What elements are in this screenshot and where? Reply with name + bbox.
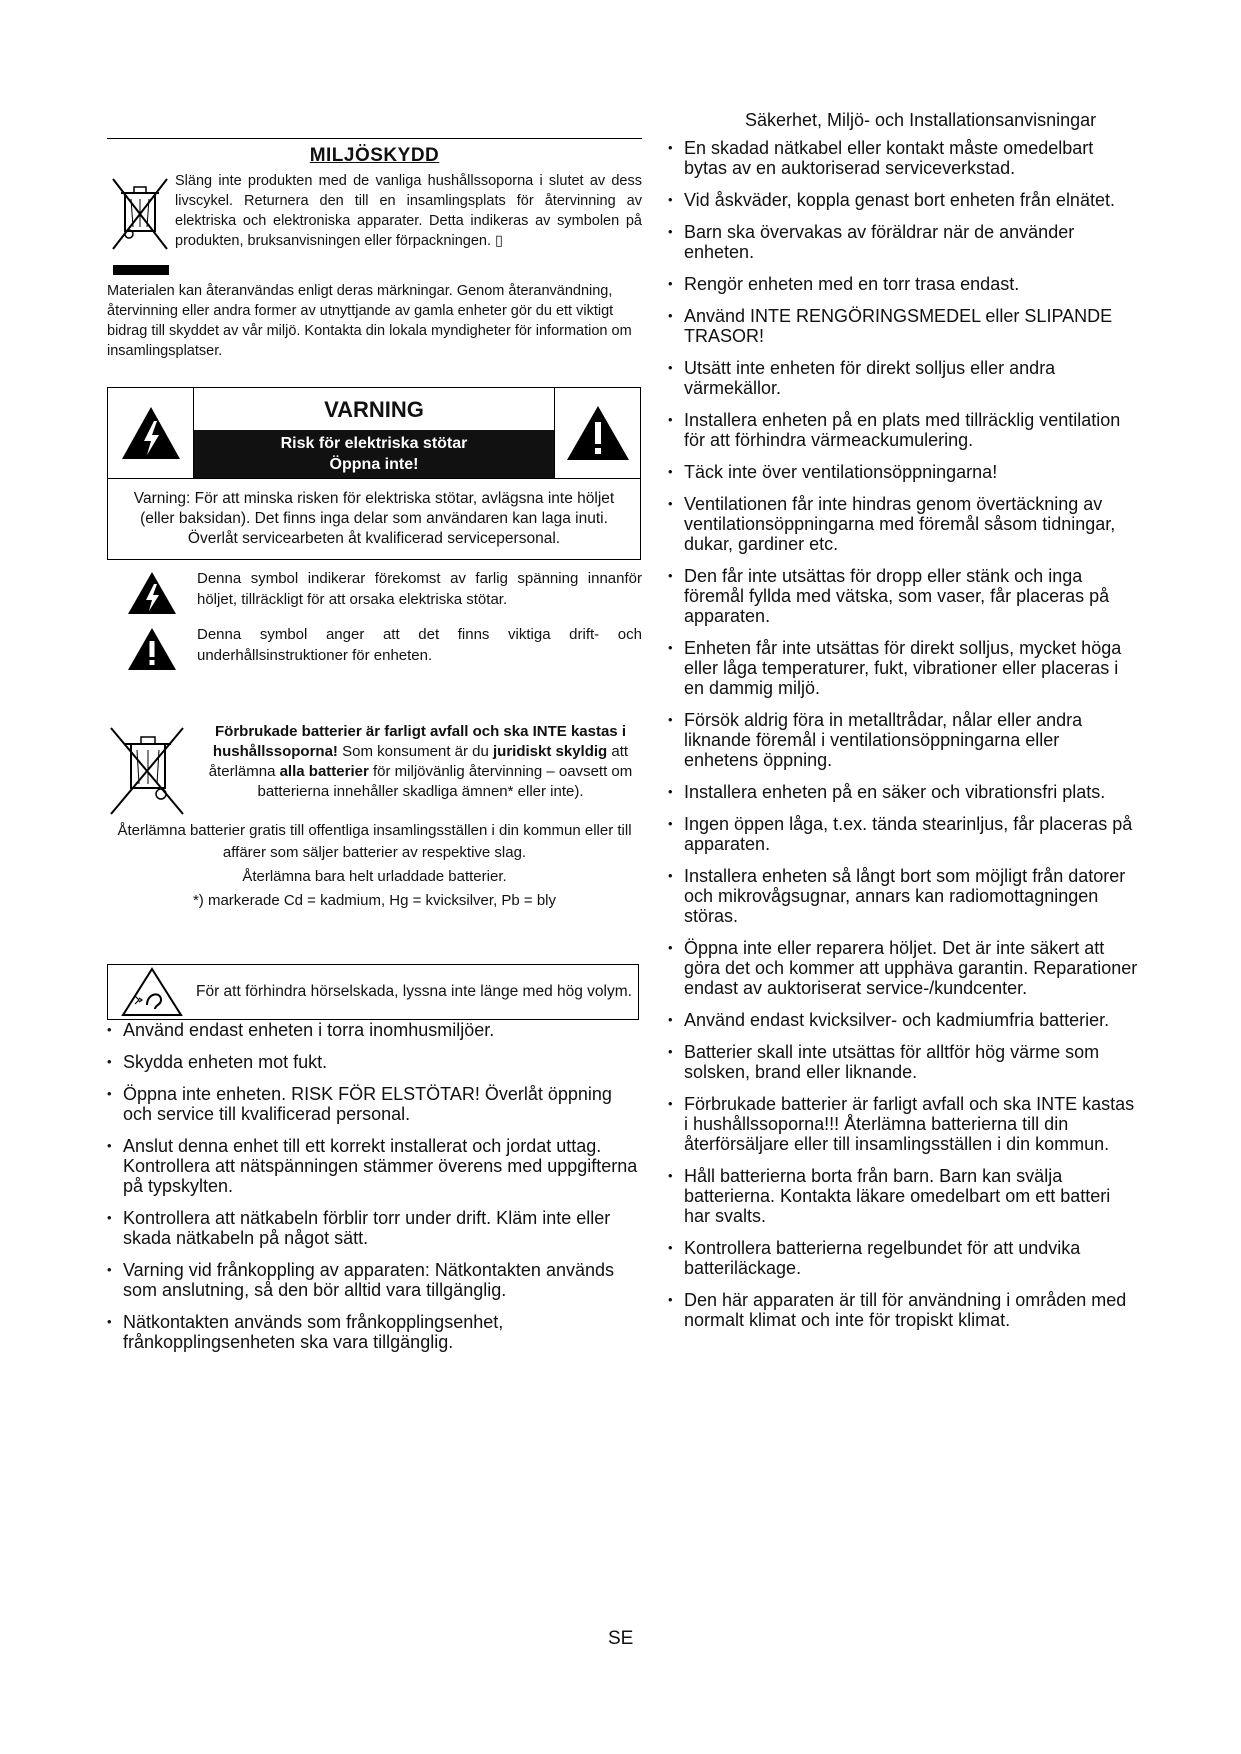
battery-normal-1: Som konsument är du	[337, 743, 494, 760]
battery-text	[199, 722, 642, 820]
list-item: • Anslut denna enhet till ett korrekt installerat och jordat uttag. Kontrollera att nätspänningen stämmer överens med uppgifterna på typskylten.	[107, 1136, 642, 1196]
list-item: • Nätkontakten används som frånkopplingsenhet, frånkopplingsenheten ska vara tillgänglig.	[107, 1312, 642, 1352]
battery-discharged-text: Återlämna bara helt urladdade batterier.	[242, 868, 507, 885]
hearing-warning-text: För att förhindra hörselskada, lyssna inte länge med hög volym.	[196, 983, 632, 1000]
list-item: • Barn ska övervakas av föräldrar när de använder enheten.	[668, 222, 1138, 262]
left-bullet-list	[107, 1020, 642, 1352]
exclamation-warning-icon	[555, 388, 640, 478]
battery-normal-3: för miljövänlig återvinning – oavsett om batterierna innehåller skadliga ämnen* eller inte).	[257, 763, 633, 800]
right-bullet-list	[668, 138, 1138, 1330]
list-item: • Den här apparaten är till för användning i områden med normalt klimat och inte för tropiskt klimat.	[668, 1290, 1138, 1330]
list-item: • En skadad nätkabel eller kontakt måste omedelbart bytas av en auktoriserad serviceverkstad.	[668, 138, 1138, 178]
page-header-title: Säkerhet, Miljö- och Installationsanvisningar	[745, 110, 1097, 130]
list-item: • Ingen öppen låga, t.ex. tända stearinljus, får placeras på apparaten.	[668, 814, 1138, 854]
symbol-row-instructions	[107, 624, 642, 672]
exclamation-triangle-icon	[107, 624, 197, 672]
lightning-triangle-icon	[107, 568, 197, 616]
list-item: • Använd INTE RENGÖRINGSMEDEL eller SLIPANDE TRASOR!	[668, 306, 1138, 346]
list-item: • Enheten får inte utsättas för direkt solljus, mycket höga eller låga temperaturer, fukt, vibrationer eller placeras i en dammig miljö.	[668, 638, 1138, 698]
symbol-voltage-text: Denna symbol indikerar förekomst av farlig spänning innanför höljet, tillräckligt för att orsaka elektriska stötar.	[197, 570, 642, 608]
miljo-text: Släng inte produkten med de vanliga hushållssoporna i slutet av dess livscykel. Returnera den till en insamlingsplats för återvinning av elektriska och elektroniska apparater. Detta indikeras av symbolen på produkten, bruksanvisningen eller förpackningen. ▯	[175, 173, 642, 249]
section-rule	[107, 138, 642, 139]
list-item: • Använd endast enheten i torra inomhusmiljöer.	[107, 1020, 642, 1040]
warning-body: Varning: För att minska risken för elektriska stötar, avlägsna inte höljet (eller baksidan). Det finns inga delar som användaren kan laga inuti. Överlåt servicearbeten åt kvalificerad servicepersonal.	[133, 490, 615, 547]
lightning-warning-icon	[108, 388, 193, 478]
battery-bold-2: juridiskt skyldig	[493, 743, 608, 760]
list-item: • Utsätt inte enheten för direkt solljus eller andra värmekällor.	[668, 358, 1138, 398]
list-item: • Försök aldrig föra in metalltrådar, nålar eller andra liknande föremål i ventilationsöppningarna eller enhetens öppning.	[668, 710, 1138, 770]
warning-header	[108, 388, 640, 479]
symbol-instructions-text: Denna symbol anger att det finns viktiga drift- och underhållsinstruktioner för enheten.	[197, 626, 642, 664]
list-item: • Öppna inte enheten. RISK FÖR ELSTÖTAR! Överlåt öppning och service till kvalificerad personal.	[107, 1084, 642, 1124]
list-item: • Varning vid frånkoppling av apparaten: Nätkontakten används som anslutning, så den bör alltid vara tillgänglig.	[107, 1260, 642, 1300]
list-item: • Täck inte över ventilationsöppningarna!	[668, 462, 1138, 482]
battery-normal-2: att återlämna	[208, 743, 629, 780]
list-item: • Skydda enheten mot fukt.	[107, 1052, 642, 1072]
crossed-battery-bin-icon	[107, 722, 199, 820]
list-item: • Batterier skall inte utsättas för alltför hög värme som solsken, brand eller liknande.	[668, 1042, 1138, 1082]
page-language-code: SE	[608, 1628, 634, 1649]
battery-notice	[107, 722, 642, 820]
right-column	[668, 138, 1138, 1342]
warning-banner	[194, 430, 554, 478]
left-column	[107, 138, 642, 1364]
list-item: • Använd endast kvicksilver- och kadmiumfria batterier.	[668, 1010, 1138, 1030]
warning-box	[107, 387, 641, 560]
list-item: • Installera enheten på en plats med tillräcklig ventilation för att förhindra värmeackumulering.	[668, 410, 1138, 450]
list-item: • Den får inte utsättas för dropp eller stänk och inga föremål fyllda med vätska, som vaser, får placeras på apparaten.	[668, 566, 1138, 626]
hearing-warning-box	[107, 964, 639, 1020]
battery-bold-1: Förbrukade batterier är farligt avfall och ska INTE kastas i hushållssoporna!	[212, 723, 626, 760]
list-item: • Vid åskväder, koppla genast bort enheten från elnätet.	[668, 190, 1138, 210]
warning-title: VARNING	[324, 397, 424, 422]
list-item: • Rengör enheten med en torr trasa endast.	[668, 274, 1138, 294]
list-item: • Installera enheten så långt bort som möjligt från datorer och mikrovågsugnar, annars kan radiomottagningen störas.	[668, 866, 1138, 926]
battery-return-text: Återlämna batterier gratis till offentliga insamlingsställen i din kommun eller till affärer som säljer batterier av respektive slag.	[117, 822, 632, 861]
warning-line2: Öppna inte!	[329, 456, 419, 473]
list-item: • Förbrukade batterier är farligt avfall och ska INTE kastas i hushållssoporna!!! Återlämna batterierna till din återförsäljare eller till insamlingsställen i din kommun.	[668, 1094, 1138, 1154]
warning-center	[193, 388, 555, 478]
hearing-warning-icon	[108, 967, 196, 1017]
miljo-paragraph: Materialen kan återanvändas enligt deras märkningar. Genom återanvändning, återvinning eller andra former av utnyttjande av gamla enheter gör du ett viktigt bidrag till skyddet av vår miljö. Kontakta din lokala myndigheter för information om insamlingsplatser.	[107, 283, 632, 359]
symbol-row-voltage	[107, 568, 642, 616]
list-item: • Ventilationen får inte hindras genom övertäckning av ventilationsöppningarna med föremål såsom tidningar, dukar, gardiner etc.	[668, 494, 1138, 554]
battery-bold-3: alla batterier	[279, 763, 369, 780]
miljo-row	[107, 171, 642, 279]
miljo-title: MILJÖSKYDD	[309, 145, 440, 166]
list-item: • Håll batterierna borta från barn. Barn kan svälja batterierna. Kontakta läkare omedelbart om ett batteri har svalts.	[668, 1166, 1138, 1226]
warning-line1: Risk för elektriska stötar	[280, 435, 468, 452]
battery-footnote: *) markerade Cd = kadmium, Hg = kvicksilver, Pb = bly	[192, 892, 557, 909]
crossed-bin-icon	[107, 171, 175, 279]
list-item: • Öppna inte eller reparera höljet. Det är inte säkert att göra det och kommer att upphäva garantin. Reparationer endast av auktoriserat service-/kundcenter.	[668, 938, 1138, 998]
list-item: • Kontrollera att nätkabeln förblir torr under drift. Kläm inte eller skada nätkabeln på något sätt.	[107, 1208, 642, 1248]
list-item: • Kontrollera batterierna regelbundet för att undvika batteriläckage.	[668, 1238, 1138, 1278]
list-item: • Installera enheten på en säker och vibrationsfri plats.	[668, 782, 1138, 802]
